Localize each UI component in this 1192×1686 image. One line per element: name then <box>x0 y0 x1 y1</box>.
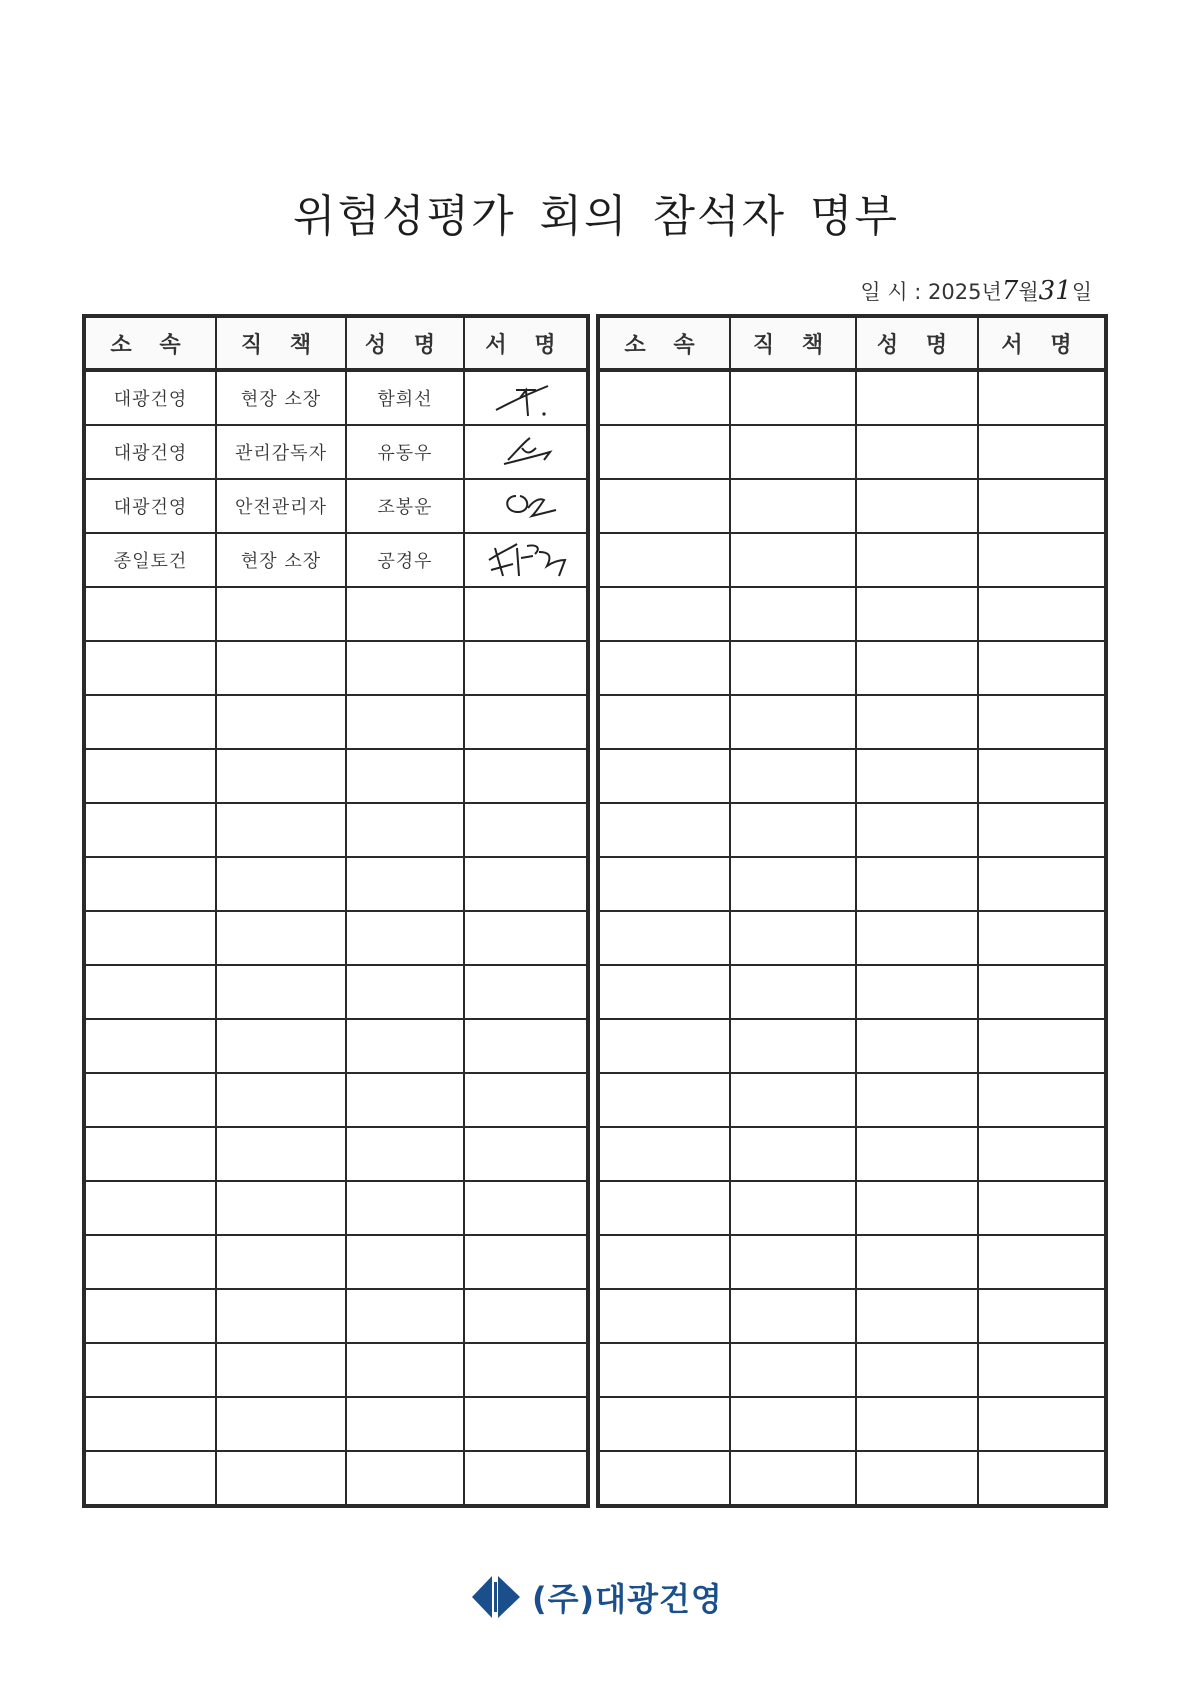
empty-cell <box>346 1019 464 1073</box>
empty-cell <box>598 1073 730 1127</box>
empty-cell <box>978 965 1106 1019</box>
empty-cell <box>978 1019 1106 1073</box>
empty-row <box>598 1073 1106 1127</box>
empty-cell <box>598 911 730 965</box>
empty-cell <box>346 587 464 641</box>
empty-cell <box>464 1127 588 1181</box>
date-prefix: 일 시 : 2025년 <box>860 280 1002 304</box>
empty-row <box>598 1235 1106 1289</box>
header-position: 직 책 <box>730 316 856 370</box>
empty-row <box>598 479 1106 533</box>
attendee-table-left <box>82 314 590 1508</box>
empty-cell <box>730 425 856 479</box>
empty-cell <box>856 1127 978 1181</box>
name-cell: 함희선 <box>346 370 464 425</box>
empty-cell <box>216 1181 346 1235</box>
header-signature: 서 명 <box>978 316 1106 370</box>
empty-cell <box>598 479 730 533</box>
empty-cell <box>856 695 978 749</box>
empty-cell <box>856 1073 978 1127</box>
empty-row <box>84 857 588 911</box>
affiliation-cell: 대광건영 <box>84 479 216 533</box>
empty-row <box>598 1343 1106 1397</box>
empty-cell <box>978 1127 1106 1181</box>
empty-cell <box>84 1181 216 1235</box>
empty-cell <box>346 1397 464 1451</box>
empty-cell <box>978 749 1106 803</box>
company-logo <box>470 1572 723 1622</box>
empty-row <box>598 1181 1106 1235</box>
name-cell: 공경우 <box>346 533 464 587</box>
page-title: 위험성평가 회의 참석자 명부 <box>292 191 899 242</box>
empty-row <box>84 695 588 749</box>
empty-row <box>598 1289 1106 1343</box>
date-day-handwritten: 31 <box>1038 276 1072 306</box>
empty-cell <box>598 1343 730 1397</box>
empty-cell <box>730 370 856 425</box>
empty-cell <box>464 695 588 749</box>
name-cell: 유동우 <box>346 425 464 479</box>
empty-cell <box>84 1451 216 1506</box>
header-name: 성 명 <box>856 316 978 370</box>
empty-cell <box>346 965 464 1019</box>
date-month-unit: 월 <box>1018 280 1039 304</box>
empty-cell <box>216 1397 346 1451</box>
empty-cell <box>598 749 730 803</box>
empty-cell <box>856 533 978 587</box>
empty-cell <box>216 641 346 695</box>
empty-cell <box>216 1289 346 1343</box>
handwritten-signature <box>486 430 566 474</box>
date-day-unit: 일 <box>1071 280 1092 304</box>
empty-cell <box>730 641 856 695</box>
empty-row <box>598 1019 1106 1073</box>
empty-cell <box>84 1289 216 1343</box>
empty-cell <box>216 1235 346 1289</box>
header-affiliation: 소 속 <box>84 316 216 370</box>
empty-cell <box>598 587 730 641</box>
signature-cell <box>464 533 588 587</box>
company-name: (주)대광건영 <box>532 1580 723 1618</box>
empty-cell <box>978 425 1106 479</box>
empty-row <box>84 803 588 857</box>
empty-row <box>84 1289 588 1343</box>
empty-cell <box>730 1073 856 1127</box>
empty-cell <box>346 1343 464 1397</box>
signature-cell <box>464 479 588 533</box>
empty-cell <box>730 803 856 857</box>
table-row <box>84 533 588 587</box>
empty-cell <box>730 695 856 749</box>
empty-cell <box>730 1289 856 1343</box>
empty-cell <box>856 370 978 425</box>
empty-cell <box>856 1235 978 1289</box>
empty-row <box>84 587 588 641</box>
empty-cell <box>730 965 856 1019</box>
empty-row <box>84 641 588 695</box>
empty-cell <box>84 911 216 965</box>
empty-cell <box>856 641 978 695</box>
empty-cell <box>598 533 730 587</box>
empty-cell <box>598 1235 730 1289</box>
header-position: 직 책 <box>216 316 346 370</box>
empty-row <box>598 749 1106 803</box>
empty-row <box>598 857 1106 911</box>
empty-cell <box>856 1397 978 1451</box>
empty-cell <box>464 1019 588 1073</box>
signature-cell <box>464 370 588 425</box>
empty-cell <box>978 533 1106 587</box>
empty-cell <box>730 1127 856 1181</box>
empty-cell <box>730 1181 856 1235</box>
empty-cell <box>84 749 216 803</box>
empty-cell <box>730 1451 856 1506</box>
empty-cell <box>598 370 730 425</box>
empty-row <box>598 965 1106 1019</box>
empty-cell <box>598 1397 730 1451</box>
empty-cell <box>84 1235 216 1289</box>
empty-cell <box>464 857 588 911</box>
empty-cell <box>216 1343 346 1397</box>
empty-cell <box>216 965 346 1019</box>
signature-cell <box>464 425 588 479</box>
empty-cell <box>84 857 216 911</box>
empty-cell <box>856 1181 978 1235</box>
empty-cell <box>598 1451 730 1506</box>
empty-cell <box>978 1451 1106 1506</box>
empty-cell <box>598 1289 730 1343</box>
empty-cell <box>978 911 1106 965</box>
empty-cell <box>84 965 216 1019</box>
empty-row <box>598 911 1106 965</box>
empty-cell <box>464 965 588 1019</box>
empty-row <box>84 1343 588 1397</box>
empty-cell <box>730 911 856 965</box>
empty-row <box>598 587 1106 641</box>
empty-cell <box>856 911 978 965</box>
empty-cell <box>856 1019 978 1073</box>
header-row <box>598 316 1106 370</box>
empty-cell <box>598 1019 730 1073</box>
empty-cell <box>730 1343 856 1397</box>
empty-cell <box>978 803 1106 857</box>
header-row <box>84 316 588 370</box>
empty-row <box>598 803 1106 857</box>
empty-cell <box>730 857 856 911</box>
empty-cell <box>346 1235 464 1289</box>
empty-row <box>84 1235 588 1289</box>
meeting-date <box>860 276 1092 306</box>
empty-row <box>84 1073 588 1127</box>
position-cell: 안전관리자 <box>216 479 346 533</box>
empty-cell <box>216 911 346 965</box>
empty-cell <box>216 857 346 911</box>
empty-cell <box>598 965 730 1019</box>
empty-cell <box>84 1019 216 1073</box>
empty-cell <box>346 695 464 749</box>
empty-cell <box>464 1397 588 1451</box>
table-row <box>84 425 588 479</box>
empty-cell <box>216 1073 346 1127</box>
empty-cell <box>978 479 1106 533</box>
empty-cell <box>216 1019 346 1073</box>
empty-row <box>84 1451 588 1506</box>
empty-cell <box>978 1181 1106 1235</box>
empty-row <box>598 1451 1106 1506</box>
header-signature: 서 명 <box>464 316 588 370</box>
empty-cell <box>464 1235 588 1289</box>
empty-cell <box>598 695 730 749</box>
empty-cell <box>464 587 588 641</box>
empty-cell <box>856 587 978 641</box>
name-cell: 조봉운 <box>346 479 464 533</box>
empty-cell <box>730 1235 856 1289</box>
empty-row <box>84 1127 588 1181</box>
empty-cell <box>730 587 856 641</box>
empty-cell <box>730 1397 856 1451</box>
affiliation-cell: 대광건영 <box>84 370 216 425</box>
empty-cell <box>856 1289 978 1343</box>
empty-cell <box>856 1343 978 1397</box>
empty-row <box>598 533 1106 587</box>
empty-cell <box>346 641 464 695</box>
empty-row <box>84 911 588 965</box>
empty-cell <box>216 749 346 803</box>
empty-cell <box>346 803 464 857</box>
empty-cell <box>464 1073 588 1127</box>
empty-cell <box>598 857 730 911</box>
empty-cell <box>856 479 978 533</box>
empty-cell <box>464 803 588 857</box>
empty-cell <box>978 1235 1106 1289</box>
empty-cell <box>978 641 1106 695</box>
handwritten-signature <box>481 536 571 584</box>
empty-cell <box>346 1073 464 1127</box>
empty-cell <box>730 479 856 533</box>
empty-cell <box>84 695 216 749</box>
empty-cell <box>346 749 464 803</box>
empty-cell <box>84 587 216 641</box>
empty-cell <box>464 1451 588 1506</box>
empty-cell <box>978 587 1106 641</box>
position-cell: 관리감독자 <box>216 425 346 479</box>
empty-cell <box>598 803 730 857</box>
date-month-handwritten: 7 <box>1001 276 1019 306</box>
empty-row <box>84 1019 588 1073</box>
empty-cell <box>464 1181 588 1235</box>
empty-cell <box>216 695 346 749</box>
empty-cell <box>598 425 730 479</box>
empty-cell <box>216 1127 346 1181</box>
empty-cell <box>84 1397 216 1451</box>
empty-cell <box>84 803 216 857</box>
empty-row <box>598 425 1106 479</box>
empty-cell <box>464 911 588 965</box>
table-row <box>84 479 588 533</box>
empty-row <box>84 965 588 1019</box>
handwritten-signature <box>486 484 566 528</box>
empty-row <box>598 1127 1106 1181</box>
affiliation-cell: 대광건영 <box>84 425 216 479</box>
empty-cell <box>978 1289 1106 1343</box>
empty-cell <box>84 1073 216 1127</box>
empty-cell <box>346 911 464 965</box>
empty-cell <box>978 1073 1106 1127</box>
empty-cell <box>598 1127 730 1181</box>
empty-row <box>84 749 588 803</box>
empty-cell <box>216 587 346 641</box>
empty-cell <box>216 803 346 857</box>
empty-cell <box>464 1289 588 1343</box>
empty-row <box>598 1397 1106 1451</box>
company-logo-icon <box>470 1572 524 1622</box>
empty-cell <box>856 857 978 911</box>
empty-cell <box>346 1289 464 1343</box>
empty-cell <box>346 1451 464 1506</box>
empty-cell <box>464 641 588 695</box>
empty-cell <box>84 1343 216 1397</box>
empty-row <box>84 1181 588 1235</box>
empty-cell <box>978 695 1106 749</box>
empty-cell <box>856 749 978 803</box>
position-cell: 현장 소장 <box>216 370 346 425</box>
header-affiliation: 소 속 <box>598 316 730 370</box>
empty-cell <box>84 1127 216 1181</box>
empty-cell <box>978 1397 1106 1451</box>
empty-cell <box>464 1343 588 1397</box>
empty-cell <box>978 857 1106 911</box>
empty-cell <box>346 857 464 911</box>
empty-cell <box>216 1451 346 1506</box>
empty-cell <box>346 1127 464 1181</box>
empty-cell <box>856 803 978 857</box>
position-cell: 현장 소장 <box>216 533 346 587</box>
empty-cell <box>730 1019 856 1073</box>
empty-cell <box>598 641 730 695</box>
handwritten-signature <box>486 376 566 420</box>
empty-row <box>598 641 1106 695</box>
empty-cell <box>856 1451 978 1506</box>
table-row <box>84 370 588 425</box>
empty-row <box>598 695 1106 749</box>
empty-cell <box>598 1181 730 1235</box>
empty-cell <box>978 1343 1106 1397</box>
empty-cell <box>84 641 216 695</box>
empty-row <box>598 370 1106 425</box>
empty-cell <box>464 749 588 803</box>
empty-cell <box>730 533 856 587</box>
affiliation-cell: 종일토건 <box>84 533 216 587</box>
empty-cell <box>346 1181 464 1235</box>
empty-row <box>84 1397 588 1451</box>
empty-cell <box>856 965 978 1019</box>
attendee-table-right <box>596 314 1108 1508</box>
empty-cell <box>978 370 1106 425</box>
header-name: 성 명 <box>346 316 464 370</box>
empty-cell <box>730 749 856 803</box>
empty-cell <box>856 425 978 479</box>
